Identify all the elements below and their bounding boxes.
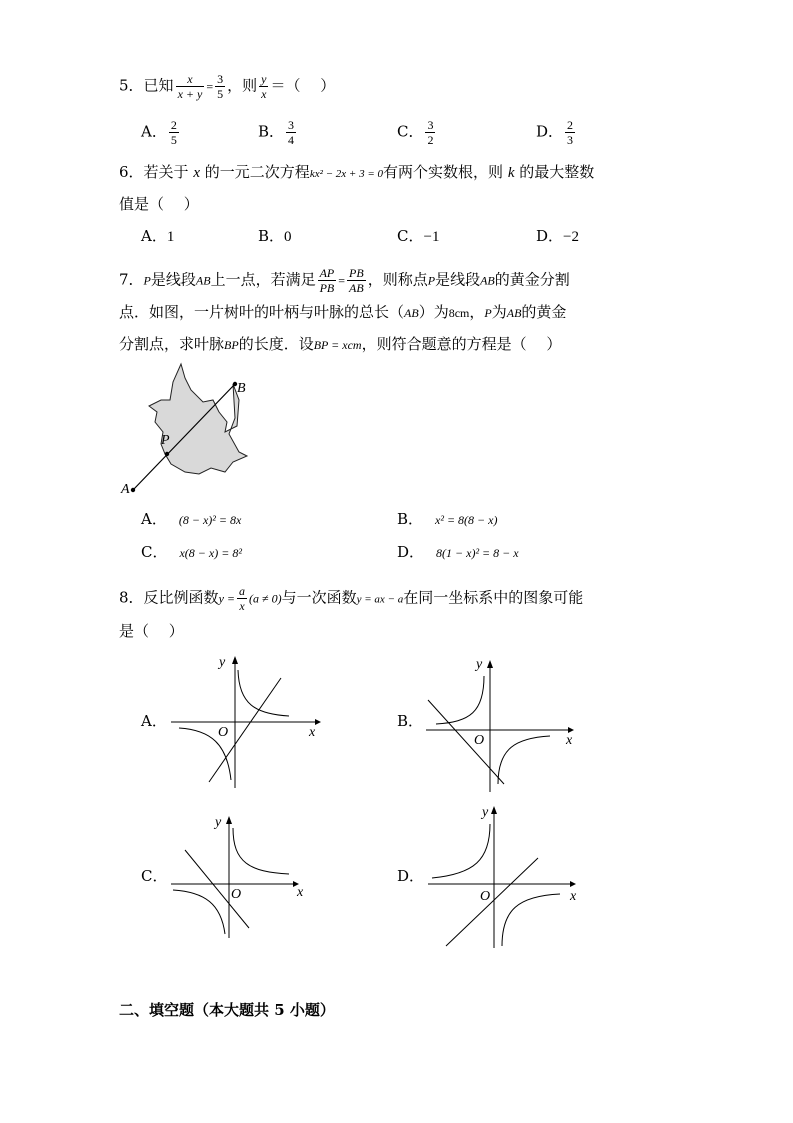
q6-option-b[interactable] bbox=[258, 229, 292, 245]
q7-p: P bbox=[484, 306, 492, 320]
q8-option-a-label[interactable]: A． bbox=[141, 712, 167, 730]
q8-fn1-num: a bbox=[239, 584, 245, 598]
q5-option-num: 2 bbox=[567, 118, 574, 132]
q7-text: ）为 bbox=[418, 303, 449, 321]
point-a bbox=[131, 488, 135, 492]
q7-p: P bbox=[143, 273, 151, 288]
q8-text: 反比例函数 bbox=[143, 588, 219, 607]
q6-option-value: −1 bbox=[423, 229, 440, 245]
q6-option-d[interactable] bbox=[536, 229, 579, 245]
x-axis-arrow bbox=[570, 881, 576, 887]
q8-graph-c[interactable] bbox=[165, 812, 325, 942]
q8-text: 与一次函数 bbox=[281, 588, 357, 607]
q7-ab: AB bbox=[404, 306, 419, 320]
q5-option-den: 3 bbox=[567, 133, 574, 147]
x-axis-arrow bbox=[315, 719, 321, 725]
q6-option-c[interactable] bbox=[397, 229, 439, 245]
q7-option-value: x² = 8(8 − x) bbox=[435, 513, 498, 527]
q5-option-label: C． bbox=[397, 122, 424, 141]
q7-option-c[interactable] bbox=[141, 545, 242, 560]
q6-variable: x bbox=[193, 165, 201, 181]
q8-fn1-condition: (a ≠ 0) bbox=[249, 591, 282, 606]
q7-text: ，则称点 bbox=[367, 270, 428, 289]
q8-option-b-label[interactable]: B． bbox=[397, 712, 424, 730]
q5-option-fraction bbox=[169, 118, 179, 147]
q6-option-label: C． bbox=[397, 227, 424, 245]
q5-stem bbox=[119, 72, 335, 101]
q7-option-label: B． bbox=[397, 510, 424, 528]
q5-number: 5． bbox=[119, 76, 144, 95]
q7-text: ，则符合题意的方程是（ ） bbox=[361, 335, 562, 353]
q5-tail: ＝（ ） bbox=[270, 76, 336, 95]
q7-option-b[interactable] bbox=[397, 512, 497, 527]
q5-equals: = bbox=[206, 79, 214, 94]
q5-rhs-denominator: 5 bbox=[217, 87, 224, 101]
q5-option-c[interactable] bbox=[397, 118, 437, 147]
q6-text: 若关于 bbox=[143, 163, 189, 181]
leaf-figure bbox=[115, 360, 265, 500]
q7-text: 的黄金分割 bbox=[494, 270, 570, 289]
q7-option-label: D． bbox=[397, 543, 425, 561]
q7-stem-line2 bbox=[119, 305, 566, 320]
axis-x-label: x bbox=[309, 725, 316, 740]
q5-rhs-fraction bbox=[215, 72, 225, 101]
hyperbola-branch-upper bbox=[238, 670, 289, 716]
q7-ab: AB bbox=[506, 306, 522, 320]
label-b: B bbox=[237, 381, 246, 396]
label-p: P bbox=[161, 433, 170, 448]
axis-x-label: x bbox=[570, 889, 577, 904]
q7-option-label: A． bbox=[141, 510, 167, 528]
q7-frac-num: AP bbox=[319, 266, 335, 280]
hyperbola-branch-upper bbox=[432, 824, 490, 878]
q7-text: 是线段 bbox=[435, 270, 481, 289]
q5-option-num: 3 bbox=[288, 118, 295, 132]
q8-text: 在同一坐标系中的图象可能 bbox=[403, 588, 584, 607]
q5-ask-fraction bbox=[259, 72, 268, 101]
q6-option-label: A． bbox=[141, 227, 167, 245]
q7-text: 的长度．设 bbox=[238, 335, 314, 353]
y-axis-arrow bbox=[226, 816, 232, 824]
q5-option-label: D． bbox=[536, 122, 564, 141]
q7-option-a[interactable] bbox=[141, 512, 241, 527]
q8-fn1-fraction bbox=[237, 584, 247, 613]
axis-x-label: x bbox=[297, 885, 304, 900]
q6-text: 有两个实数根，则 bbox=[383, 163, 504, 181]
q7-text: 的黄金 bbox=[521, 303, 567, 321]
q7-text: 分割点，求叶脉 bbox=[119, 335, 225, 353]
q7-frac-den: AB bbox=[349, 281, 364, 295]
origin-label: O bbox=[474, 733, 485, 748]
q8-option-c-label[interactable]: C． bbox=[141, 867, 168, 885]
q8-fn2: y = ax − a bbox=[356, 593, 404, 606]
q7-bp: BP bbox=[224, 338, 239, 352]
q6-option-a[interactable] bbox=[141, 229, 174, 245]
linear-function-line bbox=[428, 700, 504, 784]
q7-number: 7． bbox=[119, 270, 144, 289]
q8-fn1-lhs: y = bbox=[218, 591, 235, 606]
hyperbola-branch-upper bbox=[233, 828, 289, 874]
origin-label: O bbox=[231, 887, 242, 902]
q8-graph-b[interactable] bbox=[420, 656, 580, 796]
q6-stem-line2: 值是（ ） bbox=[119, 195, 199, 213]
y-axis-arrow bbox=[491, 806, 497, 814]
q5-option-den: 5 bbox=[170, 133, 177, 147]
q8-graph-a[interactable] bbox=[165, 652, 325, 792]
label-a: A bbox=[121, 482, 130, 497]
q7-frac-den: PB bbox=[319, 281, 335, 295]
q5-mid: ，则 bbox=[227, 76, 258, 95]
q8-option-d-label[interactable]: D． bbox=[397, 867, 425, 885]
q8-stem-line1 bbox=[119, 584, 583, 613]
q5-ask-denominator: x bbox=[261, 87, 267, 101]
y-axis-arrow bbox=[487, 660, 493, 668]
q5-option-d[interactable] bbox=[536, 118, 577, 147]
linear-function-line bbox=[446, 858, 538, 946]
axis-y-label: y bbox=[215, 815, 222, 830]
axis-y-label: y bbox=[476, 657, 483, 672]
q7-text: 是线段 bbox=[150, 270, 196, 289]
q5-option-den: 4 bbox=[288, 133, 295, 147]
q6-text: 的最大整数 bbox=[519, 163, 595, 181]
q5-option-fraction bbox=[565, 118, 575, 147]
q7-ab: AB bbox=[480, 273, 495, 288]
q7-text: 为 bbox=[491, 303, 507, 321]
q7-fraction-ap-pb bbox=[318, 266, 337, 295]
q7-text: 点．如图，一片树叶的叶柄与叶脉的总长（ bbox=[119, 303, 405, 321]
q8-stem-line2: 是（ ） bbox=[119, 622, 184, 640]
q7-stem-line3 bbox=[119, 337, 561, 352]
origin-label: O bbox=[218, 725, 229, 740]
q5-option-fraction bbox=[425, 118, 435, 147]
q5-option-num: 2 bbox=[170, 118, 177, 132]
q5-option-a[interactable] bbox=[141, 118, 181, 147]
q5-option-label: A． bbox=[141, 122, 167, 141]
q6-option-value: 0 bbox=[284, 229, 292, 245]
q6-option-value: −2 bbox=[563, 229, 579, 245]
q7-frac-num: PB bbox=[349, 266, 364, 280]
q7-text: 上一点，若满足 bbox=[210, 270, 316, 289]
q5-option-num: 3 bbox=[427, 118, 434, 132]
hyperbola-branch-lower bbox=[502, 894, 560, 946]
origin-label: O bbox=[480, 889, 491, 904]
axis-x-label: x bbox=[566, 733, 573, 748]
q5-cond-numerator: x bbox=[176, 72, 205, 87]
q8-fn1-den: x bbox=[239, 599, 245, 613]
axis-y-label: y bbox=[219, 655, 226, 670]
q5-condition-fraction bbox=[176, 72, 205, 101]
q7-text: ， bbox=[469, 303, 485, 321]
q5-option-fraction bbox=[286, 118, 296, 147]
hyperbola-branch-lower bbox=[173, 890, 225, 934]
section-2-title: 二、填空题（本大题共 5 小题） bbox=[119, 1001, 335, 1019]
q7-length: 8cm bbox=[448, 306, 470, 320]
q7-bp-equation: BP = xcm bbox=[313, 338, 362, 352]
q7-option-d[interactable] bbox=[397, 545, 519, 560]
q6-option-value: 1 bbox=[166, 229, 175, 245]
q6-equation: kx² − 2x + 3 = 0 bbox=[309, 168, 384, 180]
q6-stem-line1 bbox=[119, 165, 594, 181]
q7-option-value: (8 − x)² = 8x bbox=[178, 513, 242, 527]
q5-lead: 已知 bbox=[143, 76, 174, 95]
q7-fraction-pb-ab bbox=[347, 266, 366, 295]
q8-graph-d[interactable] bbox=[420, 802, 590, 952]
q6-text: 的一元二次方程 bbox=[204, 163, 310, 181]
q5-option-label: B． bbox=[258, 122, 285, 141]
q7-option-value: 8(1 − x)² = 8 − x bbox=[436, 546, 519, 560]
q8-number: 8． bbox=[119, 588, 144, 607]
q5-rhs-numerator: 3 bbox=[217, 72, 224, 86]
q7-ab: AB bbox=[195, 273, 211, 288]
y-axis-arrow bbox=[232, 656, 238, 664]
q5-option-den: 2 bbox=[427, 133, 434, 147]
q7-option-value: x(8 − x) = 8² bbox=[179, 546, 242, 560]
q6-option-label: B． bbox=[258, 227, 285, 245]
hyperbola-branch-lower bbox=[498, 736, 550, 784]
q5-cond-denominator: x + y bbox=[177, 87, 203, 101]
q7-option-label: C． bbox=[141, 543, 168, 561]
q7-stem-line1 bbox=[119, 266, 570, 295]
q7-equals: = bbox=[338, 273, 346, 288]
point-p bbox=[165, 452, 169, 456]
q6-option-label: D． bbox=[536, 227, 564, 245]
q6-number: 6． bbox=[119, 163, 144, 181]
q6-k: k bbox=[507, 165, 515, 181]
q5-ask-numerator: y bbox=[261, 72, 267, 86]
axis-y-label: y bbox=[482, 805, 489, 820]
q5-option-b[interactable] bbox=[258, 118, 298, 147]
q7-p: P bbox=[427, 273, 436, 288]
